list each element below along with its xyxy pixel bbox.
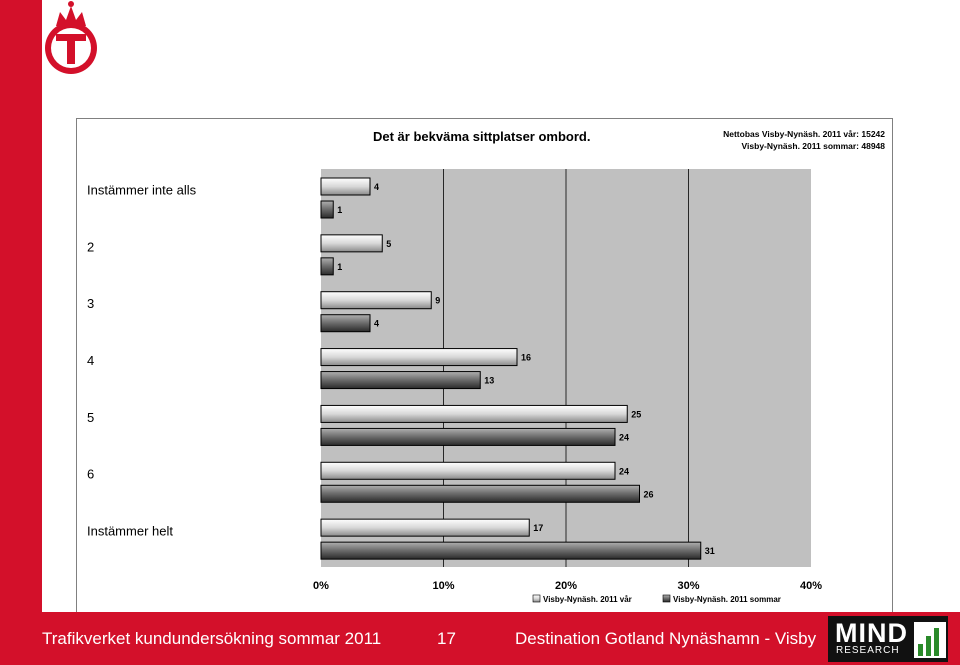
bar-sommar — [321, 542, 701, 559]
legend-label-sommar: Visby-Nynäsh. 2011 sommar — [673, 595, 781, 604]
category-label: 5 — [87, 409, 95, 425]
base-note-line-1: Nettobas Visby-Nynäsh. 2011 vår: 15242 — [723, 129, 885, 139]
bar-sommar — [321, 485, 640, 502]
data-label: 13 — [484, 375, 495, 386]
bar-var — [321, 178, 370, 195]
data-label: 1 — [337, 261, 343, 272]
x-tick-label: 10% — [432, 580, 455, 592]
data-label: 4 — [374, 318, 380, 329]
base-note-line-2: Visby-Nynäsh. 2011 sommar: 48948 — [741, 141, 885, 151]
bar-chart — [77, 119, 892, 617]
data-label: 31 — [704, 546, 715, 557]
category-label: 2 — [87, 239, 95, 255]
chart-panel — [76, 118, 893, 618]
bar-sommar — [321, 315, 370, 332]
legend-label-var: Visby-Nynäsh. 2011 vår — [543, 595, 632, 604]
left-accent-stripe — [0, 0, 42, 665]
bar-var — [321, 235, 382, 252]
page-number: 17 — [437, 629, 456, 648]
category-labels — [87, 182, 197, 538]
bar-var — [321, 405, 627, 422]
category-label: 6 — [87, 466, 95, 482]
bar-sommar — [321, 258, 333, 275]
bar-var — [321, 349, 517, 366]
footer-survey-title: Trafikverket kundundersökning sommar 2011 — [42, 629, 382, 648]
data-label: 17 — [533, 523, 544, 534]
bar-sommar — [321, 372, 480, 389]
brand-name: MIND — [835, 618, 908, 648]
x-tick-label: 0% — [313, 580, 329, 592]
data-label: 26 — [643, 489, 654, 500]
category-label: Instämmer helt — [87, 523, 173, 539]
legend-swatch-sommar — [663, 595, 670, 602]
data-label: 1 — [337, 205, 343, 215]
x-tick-label: 40% — [799, 580, 823, 592]
bar-var — [321, 519, 529, 536]
data-label: 24 — [619, 432, 630, 443]
brand-subtitle: RESEARCH — [836, 645, 900, 656]
data-label: 9 — [435, 295, 441, 306]
bar-sommar — [321, 428, 615, 445]
legend — [533, 595, 781, 604]
bar-var — [321, 292, 431, 309]
data-label: 24 — [619, 466, 630, 477]
footer-route-title: Destination Gotland Nynäshamn - Visby — [515, 629, 817, 648]
x-tick-label: 20% — [554, 580, 578, 592]
category-label: 4 — [87, 353, 95, 368]
data-label: 25 — [631, 409, 642, 420]
category-label: Instämmer inte alls — [87, 182, 197, 198]
bar-sommar — [321, 201, 333, 218]
bar-var — [321, 462, 615, 479]
data-label: 16 — [521, 352, 532, 363]
chart-title: Det är bekväma sittplatser ombord. — [373, 129, 591, 144]
x-tick-labels — [313, 580, 822, 592]
category-label: 3 — [87, 296, 95, 312]
x-tick-label: 30% — [677, 580, 700, 592]
data-label: 4 — [374, 182, 380, 192]
data-label: 5 — [386, 238, 392, 249]
crown-logo-icon — [42, 0, 100, 80]
legend-swatch-var — [533, 595, 540, 602]
